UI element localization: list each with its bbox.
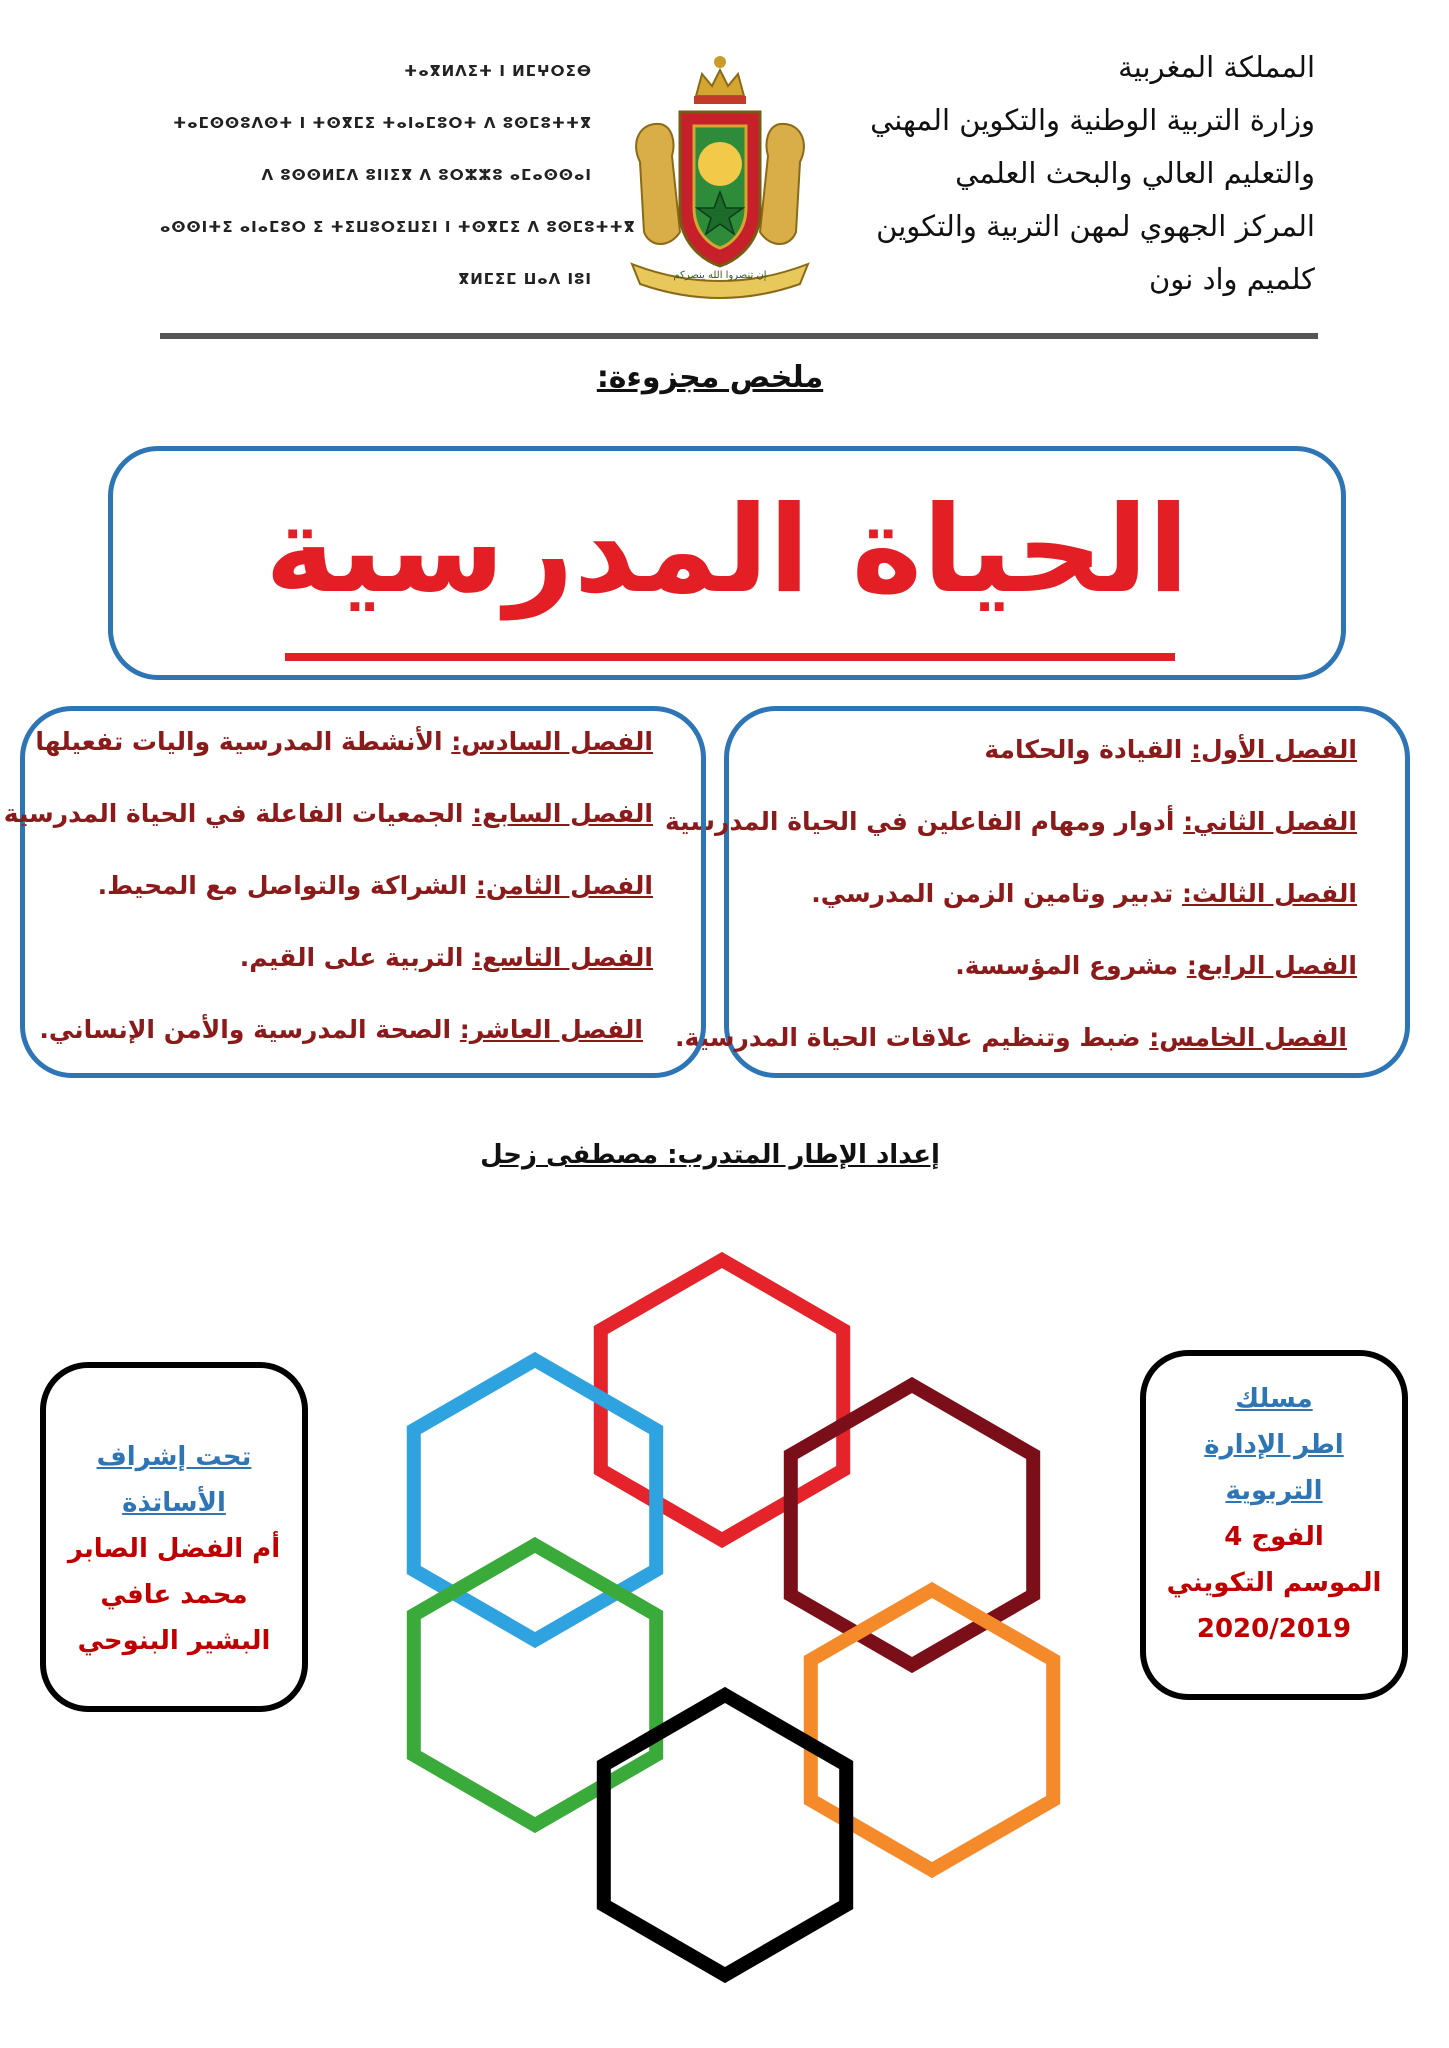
professor-name: محمد عافي <box>100 1580 248 1610</box>
chapter-label: الفصل العاشر: <box>459 1015 643 1044</box>
arabic-header-line-2: وزارة التربية الوطنية والتكوين المهني <box>870 103 1315 137</box>
arabic-header-line-5: كلميم واد نون <box>1149 262 1315 296</box>
tifinagh-line-4: ⴰⵙⵙⵏⵜⵉ ⴰⵏⴰⵎⵓⵔ ⵉ ⵜⵉⵡⵓⵔⵉⵡⵉⵏ ⵏ ⵜⵙⴳⵎⵉ ⴷ ⵓⵙⵎⵓⵜⵜⴳ <box>160 218 636 236</box>
hexagon-green <box>414 1545 656 1825</box>
tifinagh-line-5: ⴳⵍⵎⵉⵎ ⵡⴰⴷ ⵏⵓⵏ <box>458 270 592 288</box>
tifinagh-line-2: ⵜⴰⵎⵙⵙⵓⴷⵙⵜ ⵏ ⵜⵙⴳⵎⵉ ⵜⴰⵏⴰⵎⵓⵔⵜ ⴷ ⵓⵙⵎⵓⵜⵜⴳ <box>173 114 592 132</box>
chapter-title: التربية على القيم. <box>239 943 473 972</box>
supervision-heading: تحت إشراف <box>96 1442 252 1472</box>
group-number: الفوج 4 <box>1224 1522 1324 1552</box>
chapter-label: الفصل الرابع: <box>1186 951 1357 980</box>
chapter-label: الفصل الثاني: <box>1183 807 1357 836</box>
chapter-label: الفصل السادس: <box>451 727 653 756</box>
arabic-header-line-1: المملكة المغربية <box>1118 50 1315 84</box>
hexagon-red <box>601 1260 843 1540</box>
track-box <box>1140 1350 1408 1700</box>
season-value: 2020/2019 <box>1196 1614 1352 1644</box>
track-name-line-2: التربوية <box>1225 1476 1323 1506</box>
prepared-by: إعداد الإطار المتدرب: مصطفى زحل <box>480 1140 940 1170</box>
arabic-header-line-4: المركز الجهوي لمهن التربية والتكوين <box>876 209 1315 243</box>
track-heading: مسلك <box>1235 1384 1313 1414</box>
chapter-title: مشروع المؤسسة. <box>955 951 1187 980</box>
chapter-label: الفصل الأول: <box>1190 735 1357 764</box>
chapter-title: الأنشطة المدرسية واليات تفعيلها <box>35 727 452 756</box>
chapter-title: تدبير وتامين الزمن المدرسي. <box>811 879 1182 908</box>
chapter-label: الفصل السابع: <box>472 799 653 828</box>
professor-name: البشير البنوحي <box>77 1626 271 1656</box>
chapter-title: الصحة المدرسية والأمن الإنساني. <box>39 1015 460 1044</box>
supervision-box <box>40 1362 308 1712</box>
chapter-title: الشراكة والتواصل مع المحيط. <box>97 871 476 900</box>
main-title: الحياة المدرسية <box>264 481 1190 620</box>
season-label: الموسم التكويني <box>1166 1568 1382 1598</box>
tifinagh-line-3: ⴷ ⵓⵙⵙⵍⵎⴷ ⵓⵏⵏⵉⴳ ⴷ ⵓⵔⵣⵣⵓ ⴰⵎⴰⵙⵙⴰⵏ <box>261 166 592 184</box>
summary-label: ملخص مجزوءة: <box>596 360 824 395</box>
chapter-title: الجمعيات الفاعلة في الحياة المدرسية <box>3 799 473 828</box>
professor-name: أم الفضل الصابر <box>67 1534 281 1564</box>
chapter-title: ضبط وتنظيم علاقات الحياة المدرسية. <box>675 1023 1150 1052</box>
tifinagh-line-1: ⵜⴰⴳⵍⴷⵉⵜ ⵏ ⵍⵎⵖⵔⵉⴱ <box>404 62 592 80</box>
emblem-motto: إن تنصروا الله ينصركم <box>673 270 767 281</box>
chapter-label: الفصل الخامس: <box>1149 1023 1347 1052</box>
chapter-title: القيادة والحكامة <box>984 735 1191 764</box>
chapter-title: أدوار ومهام الفاعلين في الحياة المدرسية <box>665 807 1184 836</box>
arabic-header-line-3: والتعليم العالي والبحث العلمي <box>955 156 1315 190</box>
supervision-subheading: الأساتذة <box>122 1488 226 1518</box>
chapter-label: الفصل التاسع: <box>472 943 653 972</box>
hexagon-black <box>604 1695 846 1975</box>
chapter-label: الفصل الثالث: <box>1182 879 1357 908</box>
chapter-label: الفصل الثامن: <box>475 871 653 900</box>
track-name-line-1: اطر الإدارة <box>1204 1430 1344 1460</box>
